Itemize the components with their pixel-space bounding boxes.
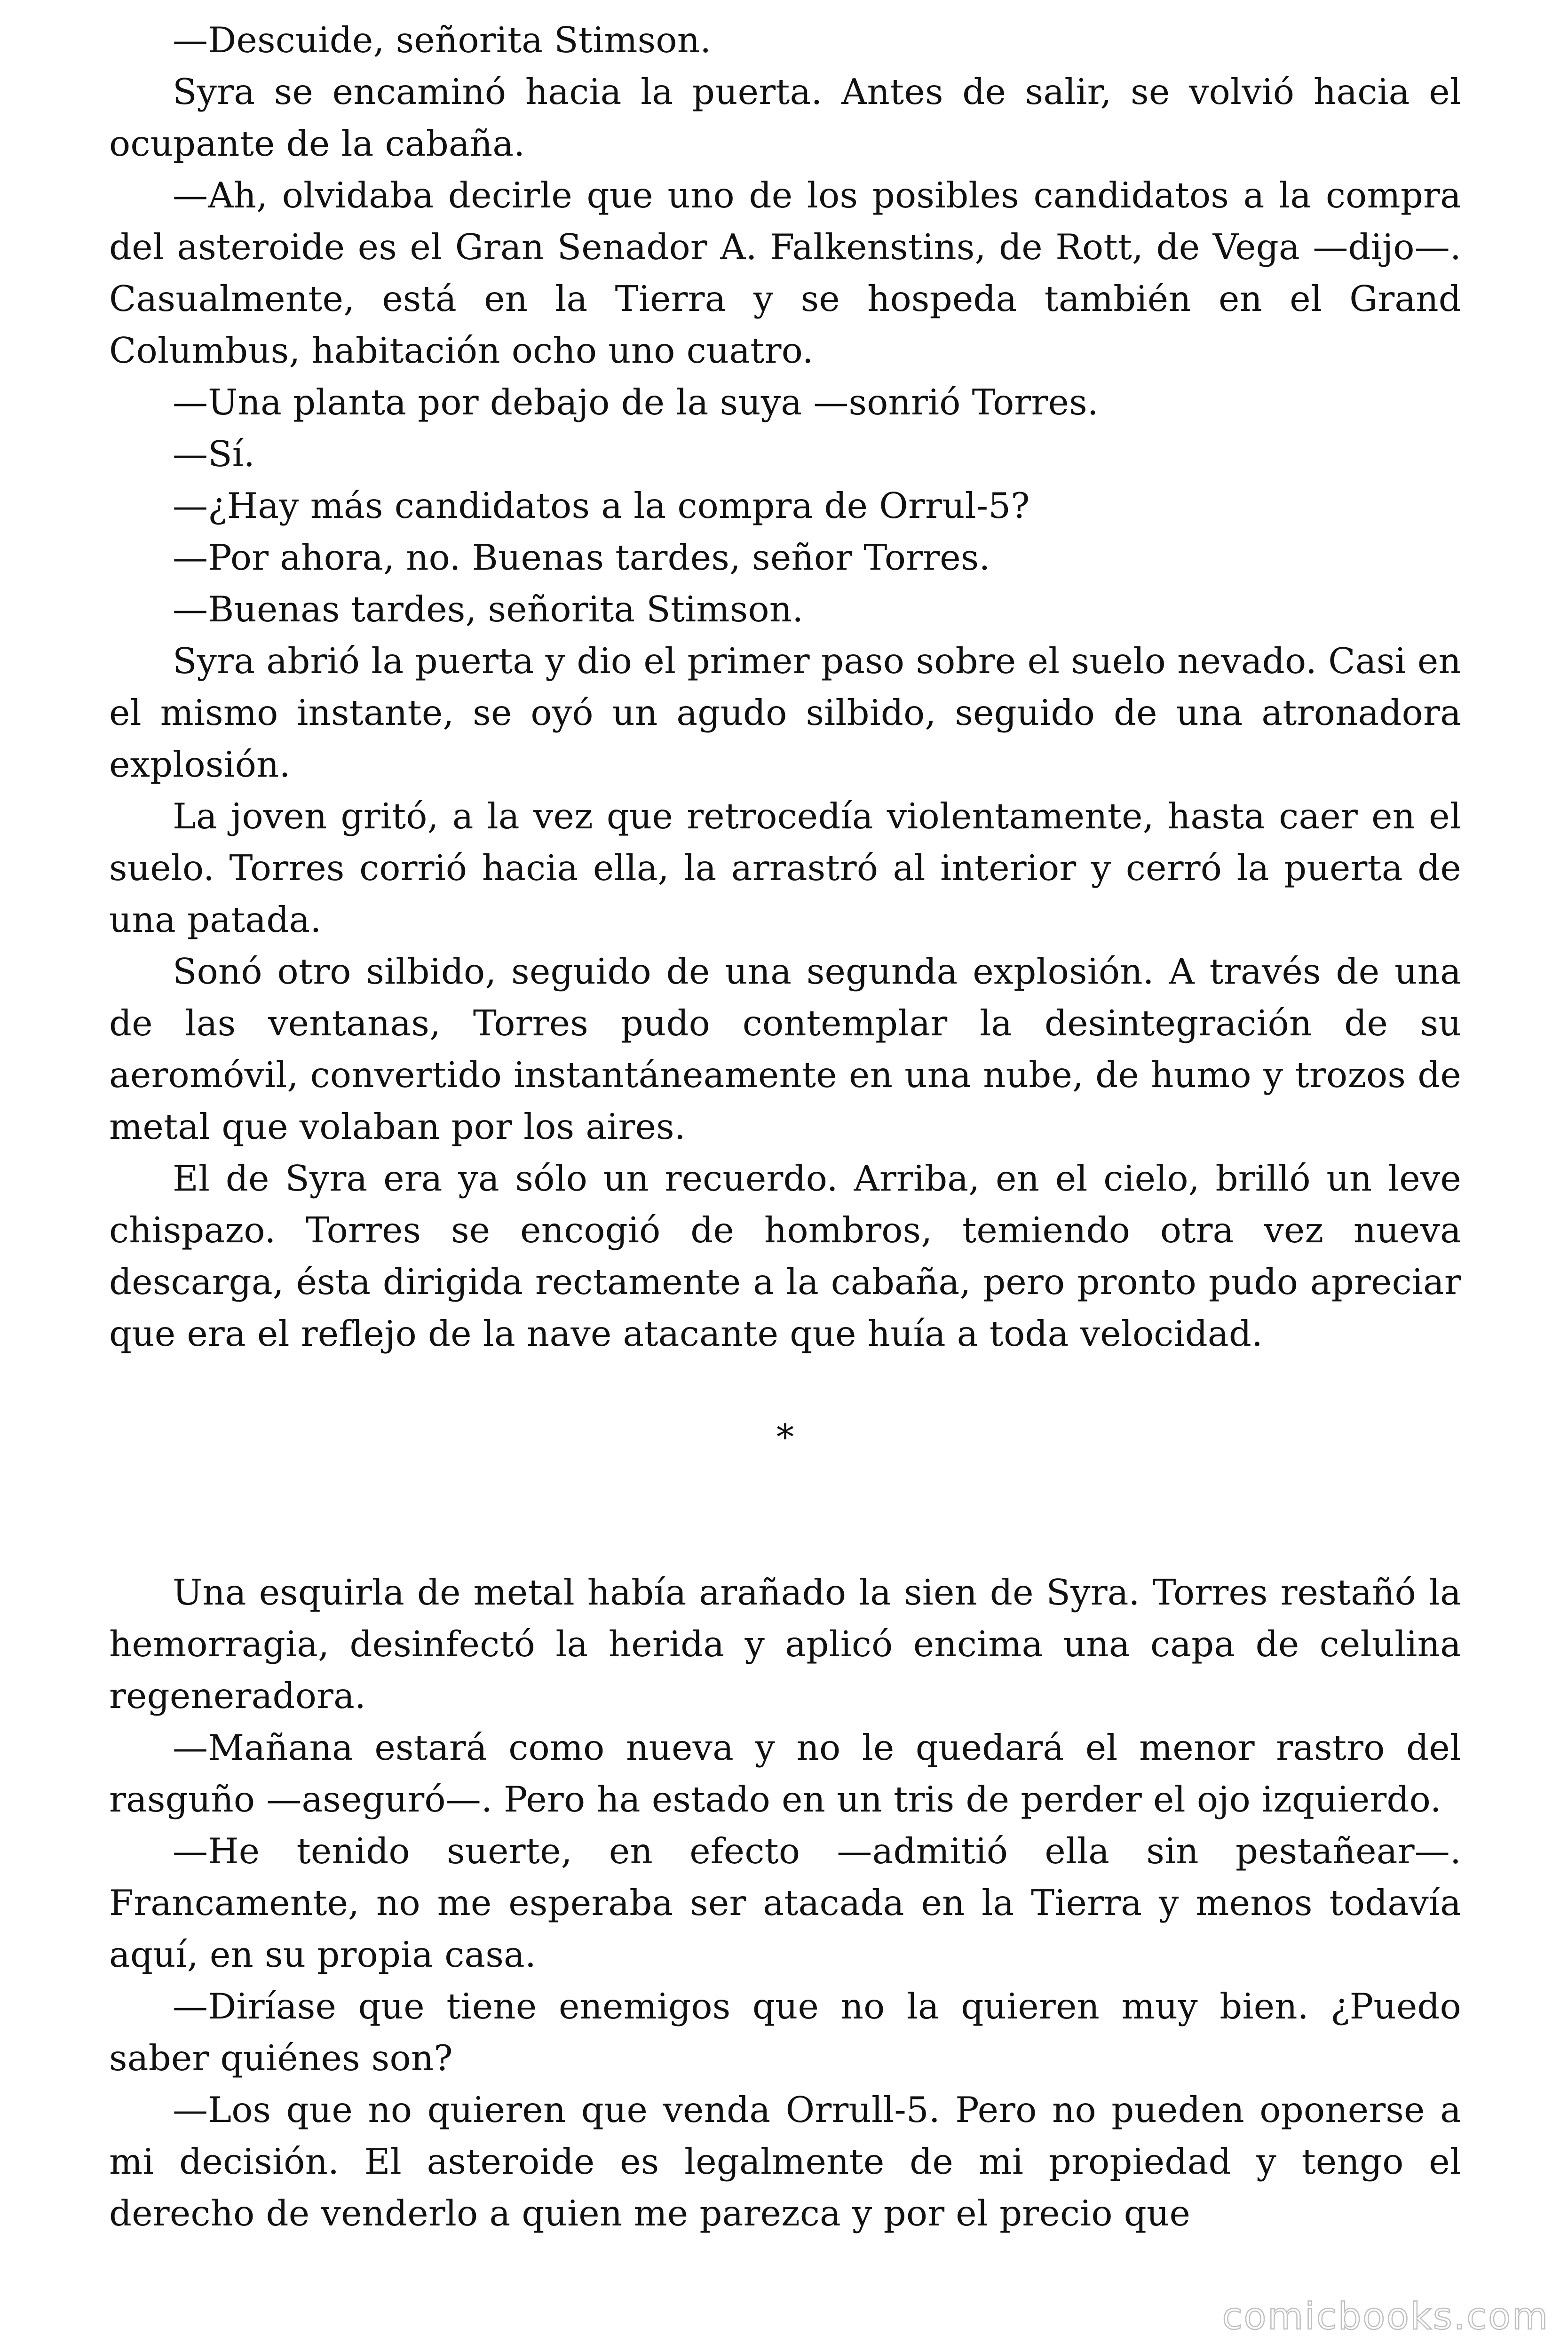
text-block-bottom bbox=[109, 1566, 1461, 2239]
paragraph: —Los que no quieren que venda Orrull-5. Pero no pueden oponerse a mi decisión. El asteroide es legalmente de mi propiedad y tengo el derecho de venderlo a quien me parezca y por el precio que bbox=[109, 2089, 1461, 2234]
scene-break-asterisk: * bbox=[776, 1416, 794, 1458]
text-block-top bbox=[109, 14, 1461, 1359]
paragraph: —Por ahora, no. Buenas tardes, señor Torres. bbox=[173, 537, 990, 578]
paragraph: —Diríase que tiene enemigos que no la quieren muy bien. ¿Puedo saber quiénes son? bbox=[109, 1986, 1461, 2079]
paragraph: —¿Hay más candidatos a la compra de Orrul-5? bbox=[173, 485, 1030, 526]
paragraph: Sonó otro silbido, seguido de una segunda explosión. A través de una de las ventanas, Torres pudo contemplar la desintegración de su aeromóvil, convertido instantáneamente en una nube, de humo y trozos de metal que volaban por los aires. bbox=[109, 951, 1461, 1147]
paragraph: —Ah, olvidaba decirle que uno de los posibles candidatos a la compra del asteroide es el Gran Senador A. Falkenstins, de Rott, de Vega —dijo—. Casualmente, está en la Tierra y se hospeda también en el Grand Columbus, habitación ocho uno cuatro. bbox=[109, 175, 1461, 371]
paragraph: La joven gritó, a la vez que retrocedía violentamente, hasta caer en el suelo. Torres corrió hacia ella, la arrastró al interior y cerró la puerta de una patada. bbox=[109, 795, 1461, 940]
paragraph: Syra se encaminó hacia la puerta. Antes de salir, se volvió hacia el ocupante de la cabaña. bbox=[109, 71, 1461, 164]
paragraph: El de Syra era ya sólo un recuerdo. Arriba, en el cielo, brilló un leve chispazo. Torres se encogió de hombros, temiendo otra vez nueva descarga, ésta dirigida rectamente a la cabaña, pero pronto pudo apreciar que era el reflejo de la nave atacante que huía a toda velocidad. bbox=[109, 1158, 1461, 1354]
watermark: comicbooks.com bbox=[1222, 2296, 1549, 2338]
paragraph: —Buenas tardes, señorita Stimson. bbox=[173, 588, 804, 630]
paragraph: —Mañana estará como nueva y no le quedará el menor rastro del rasguño —aseguró—. Pero ha estado en un tris de perder el ojo izquierdo. bbox=[109, 1727, 1461, 1820]
paragraph: —Una planta por debajo de la suya —sonrió Torres. bbox=[173, 381, 1099, 423]
paragraph: Syra abrió la puerta y dio el primer paso sobre el suelo nevado. Casi en el mismo instante, se oyó un agudo silbido, seguido de una atronadora explosión. bbox=[109, 640, 1461, 785]
paragraph: —He tenido suerte, en efecto —admitió ella sin pestañear—. Francamente, no me esperaba ser atacada en la Tierra y menos todavía aquí, en su propia casa. bbox=[109, 1830, 1461, 1975]
paragraph: —Sí. bbox=[173, 433, 255, 475]
document-page bbox=[109, 14, 1461, 2239]
paragraph: Una esquirla de metal había arañado la sien de Syra. Torres restañó la hemorragia, desinfectó la herida y aplicó encima una capa de celulina regeneradora. bbox=[109, 1572, 1461, 1716]
paragraph: —Descuide, señorita Stimson. bbox=[173, 19, 712, 61]
